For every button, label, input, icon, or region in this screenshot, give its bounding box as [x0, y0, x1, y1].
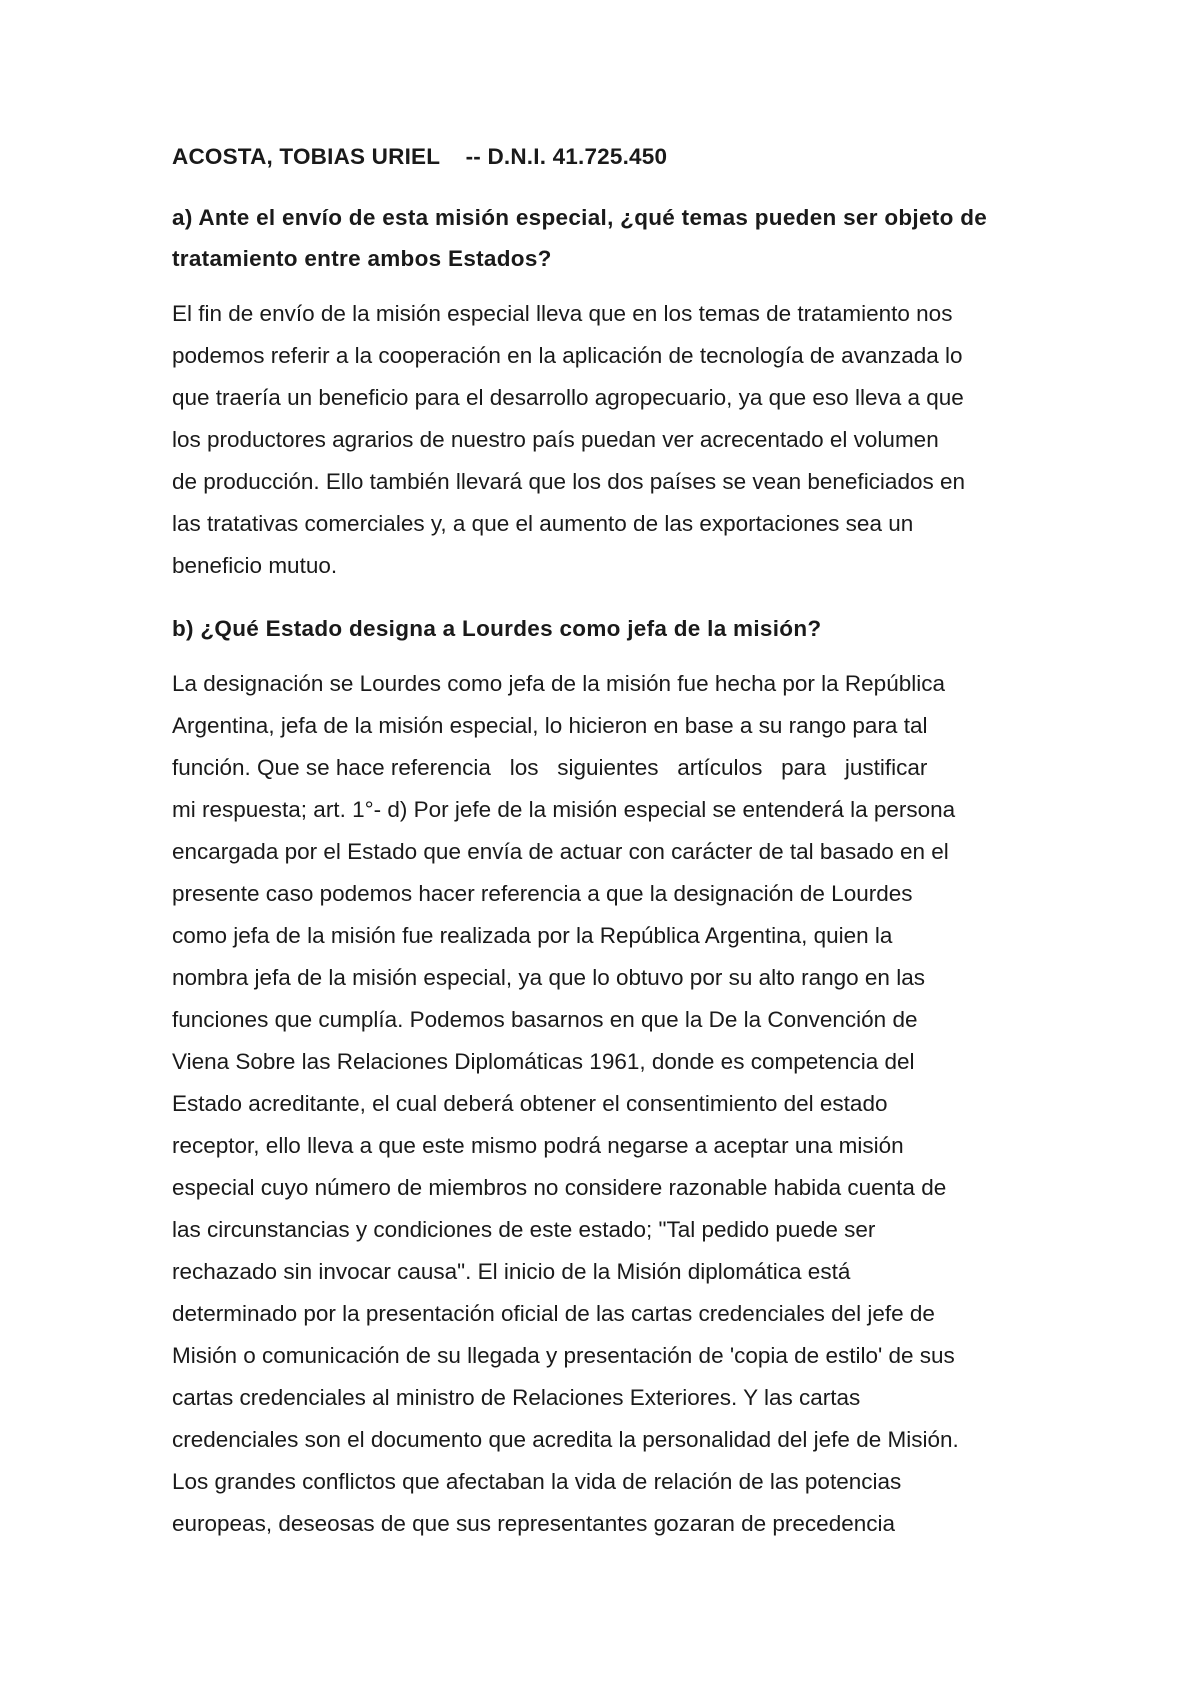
question-b-line: b) ¿Qué Estado designa a Lourdes como jefa de la misión? — [172, 616, 822, 641]
answer-a-line: los productores agrarios de nuestro país puedan ver acrecentado el volumen — [172, 427, 939, 452]
answer-a-line: de producción. Ello también llevará que los dos países se vean beneficiados en — [172, 469, 966, 494]
answer-b-line: como jefa de la misión fue realizada por la República Argentina, quien la — [172, 923, 893, 948]
question-a-line: a) Ante el envío de esta misión especial, ¿qué temas pueden ser objeto de — [172, 205, 988, 230]
answer-b-line: Los grandes conflictos que afectaban la vida de relación de las potencias — [172, 1469, 902, 1494]
student-dni: D.N.I. 41.725.450 — [487, 144, 668, 169]
answer-b-line: rechazado sin invocar causa". El inicio de la Misión diplomática está — [172, 1259, 851, 1284]
answer-b-line: europeas, deseosas de que sus representantes gozaran de precedencia — [172, 1511, 895, 1536]
answer-a-line: beneficio mutuo. — [172, 553, 338, 578]
answer-b-line: Argentina, jefa de la misión especial, lo hicieron en base a su rango para tal — [172, 713, 928, 738]
student-name: ACOSTA, TOBIAS URIEL — [172, 144, 440, 169]
answer-a-line: que traería un beneficio para el desarrollo agropecuario, ya que eso lleva a que — [172, 385, 964, 410]
question-a-line: tratamiento entre ambos Estados? — [172, 246, 552, 271]
answer-b-line: las circunstancias y condiciones de este estado; "Tal pedido puede ser — [172, 1217, 876, 1242]
answer-b-line: Viena Sobre las Relaciones Diplomáticas 1961, donde es competencia del — [172, 1049, 915, 1074]
answer-b-line: funciones que cumplía. Podemos basarnos en que la De la Convención de — [172, 1007, 918, 1032]
answer-b-line: La designación se Lourdes como jefa de la misión fue hecha por la República — [172, 671, 945, 696]
answer-b-line: cartas credenciales al ministro de Relaciones Exteriores. Y las cartas — [172, 1385, 861, 1410]
answer-b-line: Estado acreditante, el cual deberá obtener el consentimiento del estado — [172, 1091, 888, 1116]
answer-a-line: podemos referir a la cooperación en la aplicación de tecnología de avanzada lo — [172, 343, 963, 368]
answer-b-line: determinado por la presentación oficial de las cartas credenciales del jefe de — [172, 1301, 935, 1326]
answer-b-line: especial cuyo número de miembros no considere razonable habida cuenta de — [172, 1175, 947, 1200]
answer-b-line: nombra jefa de la misión especial, ya que lo obtuvo por su alto rango en las — [172, 965, 925, 990]
answer-b-line: función. Que se hace referencia los siguientes artículos para justificar — [172, 755, 928, 780]
header-separator: -- — [465, 144, 481, 169]
answer-b-line: encargada por el Estado que envía de actuar con carácter de tal basado en el — [172, 839, 949, 864]
answer-b-line: mi respuesta; art. 1°- d) Por jefe de la misión especial se entenderá la persona — [172, 797, 956, 822]
answer-b-line: presente caso podemos hacer referencia a que la designación de Lourdes — [172, 881, 913, 906]
answer-b-line: receptor, ello lleva a que este mismo podrá negarse a aceptar una misión — [172, 1133, 904, 1158]
answer-b-line: credenciales son el documento que acredita la personalidad del jefe de Misión. — [172, 1427, 959, 1452]
answer-a-line: las tratativas comerciales y, a que el aumento de las exportaciones sea un — [172, 511, 914, 536]
answer-a-line: El fin de envío de la misión especial lleva que en los temas de tratamiento nos — [172, 301, 953, 326]
document-header — [172, 144, 667, 170]
answer-b-line: Misión o comunicación de su llegada y presentación de 'copia de estilo' de sus — [172, 1343, 955, 1368]
